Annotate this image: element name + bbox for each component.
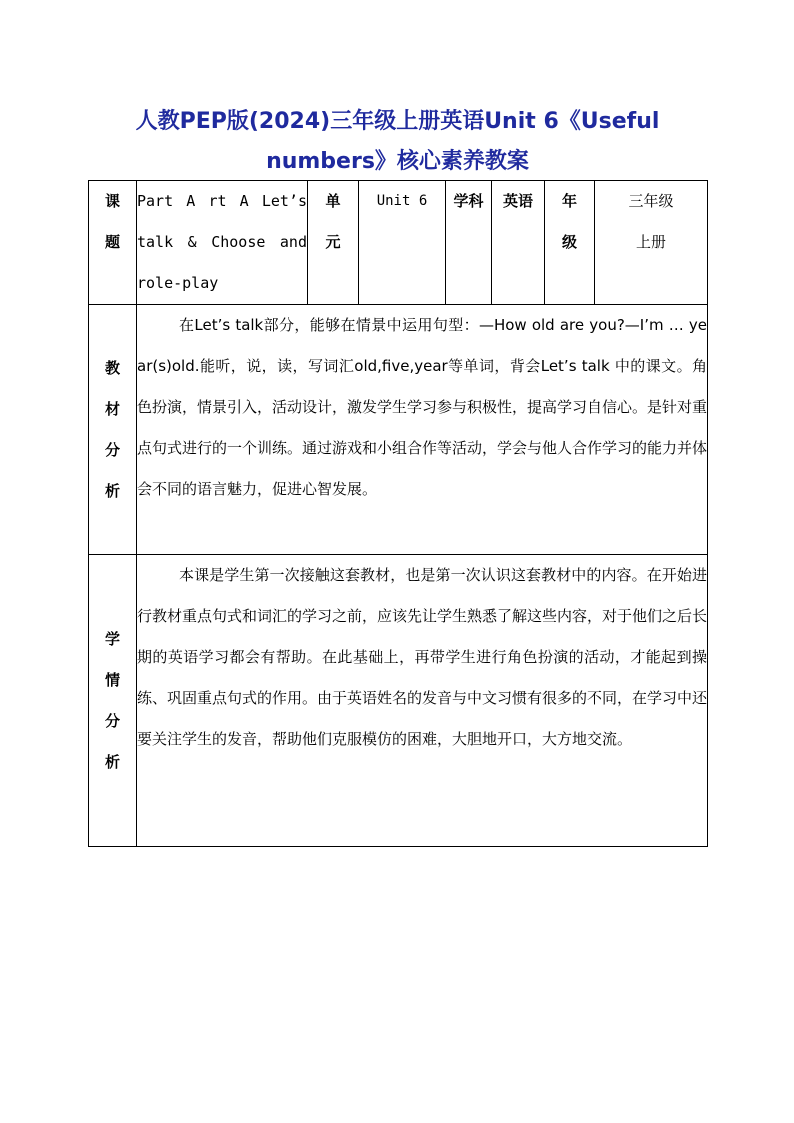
unit-value: Unit 6: [359, 181, 446, 305]
document-title: 人教PEP版(2024)三年级上册英语Unit 6《Useful numbers》核心素养教案: [135, 109, 660, 174]
grade-value-cell: [595, 181, 708, 305]
material-label-char: 分: [104, 440, 120, 459]
student-label-char: 情: [104, 670, 120, 689]
unit-label-char: 元: [325, 233, 341, 251]
lesson-plan-table: [88, 180, 708, 847]
material-analysis-row: [89, 305, 708, 555]
student-label-char: 学: [104, 629, 120, 648]
student-analysis-text: 本课是学生第一次接触这套教材，也是第一次认识这套教材中的内容。在开始进行教材重点句式和词汇的学习之前，应该先让学生熟悉了解这些内容，对于他们之后长期的英语学习都会有帮助。在此基础上，再带学生进行角色扮演的活动，才能起到操练、巩固重点句式的作用。由于英语姓名的发音与中文习惯有很多的不同，在学习中还要关注学生的发音，帮助他们克服模仿的困难，大胆地开口，大方地交流。: [137, 555, 708, 847]
topic-label-char: 课: [104, 192, 120, 210]
student-label-char: 析: [104, 752, 120, 771]
grade-label-char: 级: [561, 233, 577, 251]
grade-value-line: 上册: [635, 233, 666, 251]
subject-label: 学科: [446, 181, 492, 305]
material-label-char: 教: [104, 358, 120, 377]
unit-label-cell: [308, 181, 359, 305]
grade-label-char: 年: [561, 192, 577, 210]
topic-value: Part A rt A Let’s talk & Choose and role-play: [137, 181, 308, 305]
topic-label-cell: [89, 181, 137, 305]
student-label-char: 分: [104, 711, 120, 730]
student-analysis-row: [89, 555, 708, 847]
material-analysis-label: [89, 305, 137, 555]
student-analysis-label: [89, 555, 137, 847]
subject-value: 英语: [492, 181, 545, 305]
material-label-char: 材: [104, 399, 120, 418]
header-row: [89, 181, 708, 305]
grade-value-line: 三年级: [628, 192, 674, 210]
unit-label-char: 单: [325, 192, 341, 210]
material-analysis-text: 在Let’s talk部分，能够在情景中运用句型：—How old are you?—I’m … year(s)old.能听，说，读，写词汇old,five,year等单词，背会Let’s talk 中的课文。角色扮演，情景引入，活动设计，激发学生学习参与积极性，提高学习自信心。是针对重点句式进行的一个训练。通过游戏和小组合作等活动，学会与他人合作学习的能力并体会不同的语言魅力，促进心智发展。: [137, 305, 708, 555]
grade-label-cell: [545, 181, 595, 305]
material-label-char: 析: [104, 481, 120, 500]
topic-label-char: 题: [104, 233, 120, 251]
